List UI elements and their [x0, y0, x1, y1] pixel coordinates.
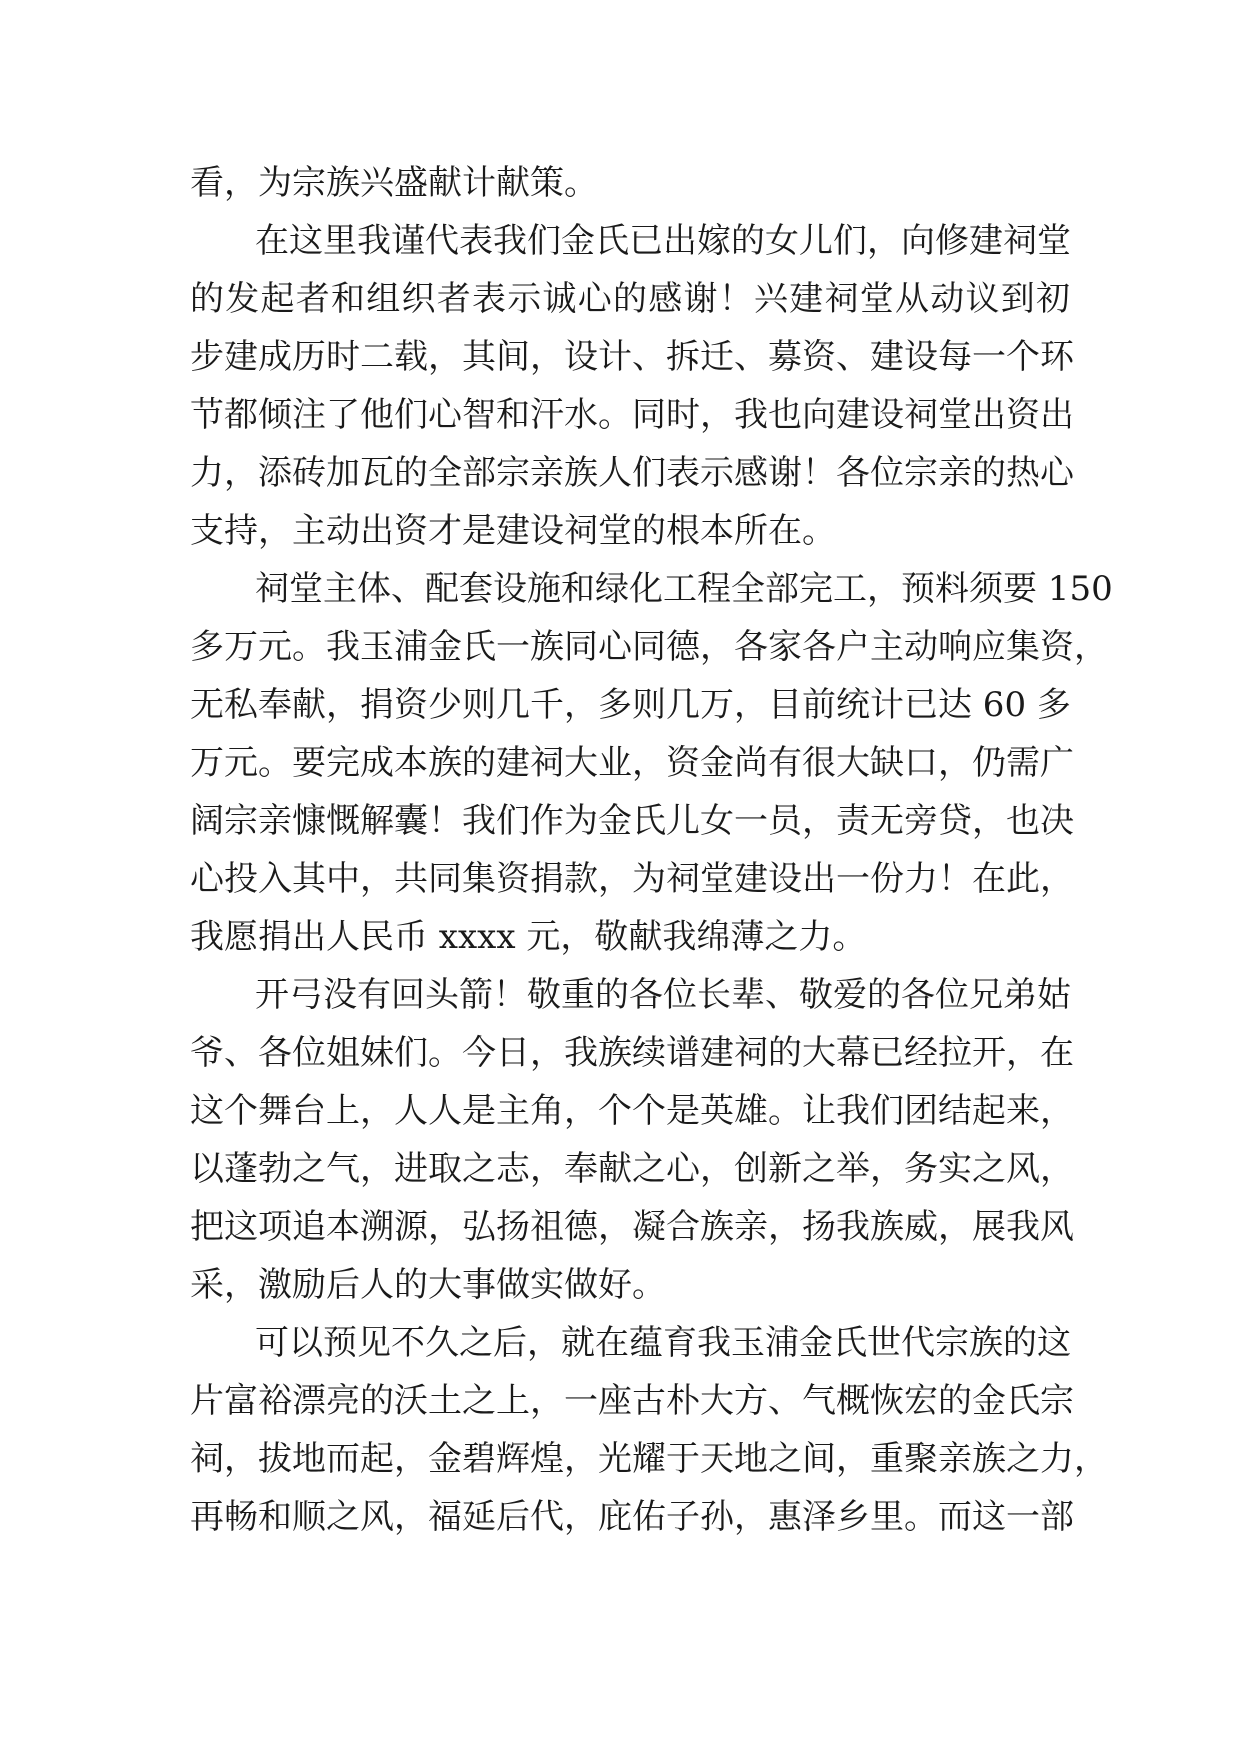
text-line: 爷、各位姐妹们。今日，我族续谱建祠的大幕已经拉开，在 — [190, 1033, 1074, 1073]
paragraph-start-line: 在这里我谨代表我们金氏已出嫁的女儿们，向修建祠堂 — [255, 221, 1071, 261]
paragraph-start-line: 开弓没有回头箭！敬重的各位长辈、敬爱的各位兄弟姑 — [255, 975, 1071, 1015]
text-line: 步建成历时二载，其间，设计、拆迁、募资、建设每一个环 — [190, 337, 1074, 377]
text-line: 把这项追本溯源，弘扬祖德，凝合族亲，扬我族威，展我风 — [190, 1207, 1074, 1247]
text-line: 阔宗亲慷慨解囊！我们作为金氏儿女一员，责无旁贷，也决 — [190, 801, 1074, 841]
text-line: 支持，主动出资才是建设祠堂的根本所在。 — [190, 511, 836, 551]
text-line: 节都倾注了他们心智和汗水。同时，我也向建设祠堂出资出 — [190, 395, 1074, 435]
text-line: 以蓬勃之气，进取之志，奉献之心，创新之举，务实之风， — [190, 1149, 1074, 1189]
text-line: 看，为宗族兴盛献计献策。 — [190, 163, 598, 203]
text-line: 再畅和顺之风，福延后代，庇佑子孙，惠泽乡里。而这一部 — [190, 1497, 1074, 1537]
text-line: 片富裕漂亮的沃土之上，一座古朴大方、气概恢宏的金氏宗 — [190, 1381, 1074, 1421]
text-line: 祠，拔地而起，金碧辉煌，光耀于天地之间，重聚亲族之力， — [190, 1439, 1108, 1479]
paragraph-start-line: 祠堂主体、配套设施和绿化工程全部完工，预料须要 150 — [255, 569, 1113, 609]
body-text — [190, 154, 1113, 1546]
text-line: 的发起者和组织者表示诚心的感谢！兴建祠堂从动议到初 — [190, 279, 1070, 319]
text-line: 心投入其中，共同集资捐款，为祠堂建设出一份力！在此， — [190, 859, 1074, 899]
text-line: 力，添砖加瓦的全部宗亲族人们表示感谢！各位宗亲的热心 — [190, 453, 1074, 493]
text-line: 万元。要完成本族的建祠大业，资金尚有很大缺口，仍需广 — [190, 743, 1074, 783]
text-line: 采，激励后人的大事做实做好。 — [190, 1265, 666, 1305]
text-line: 我愿捐出人民币 xxxx 元，敬献我绵薄之力。 — [190, 917, 867, 957]
text-line: 多万元。我玉浦金氏一族同心同德，各家各户主动响应集资， — [190, 627, 1108, 667]
text-line: 这个舞台上，人人是主角，个个是英雄。让我们团结起来， — [190, 1091, 1074, 1131]
paragraph-start-line: 可以预见不久之后，就在蕴育我玉浦金氏世代宗族的这 — [255, 1323, 1071, 1363]
text-line: 无私奉献，捐资少则几千，多则几万，目前统计已达 60 多 — [190, 685, 1071, 725]
